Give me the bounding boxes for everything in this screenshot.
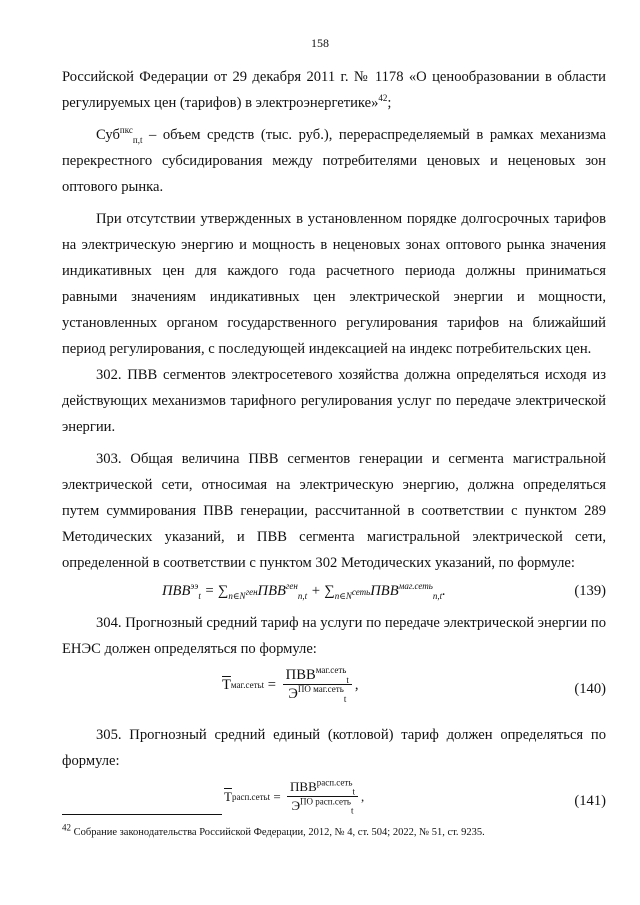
paragraph-302: 302. ПВВ сегментов электросетевого хозяйства должна определяться исходя из действующих механизмов тарифного регулирования услуг по передаче электрической энергии. — [62, 367, 606, 435]
paragraph-continuation: Российской Федерации от 29 декабря 2011 г. № 1178 «О ценообразовании в области регулируемых цен (тарифов) в электроэнергетике»$^{42}$; — [62, 69, 606, 111]
formula-141-number: (141) — [574, 793, 606, 809]
document-body — [62, 64, 606, 834]
formula-141-fraction: $\frac{ПВВ^{расп.сеть}_t}{Э^{ПО расп.сеть}_t}$ — [287, 778, 358, 815]
page-number: 158 — [311, 36, 329, 50]
footnote-text: Собрание законодательства Российской Федерации, 2012, № 4, ст. 504; 2022, № 51, ст. 9235. — [71, 827, 485, 838]
formula-140 — [62, 666, 606, 712]
paragraph-305: 305. Прогнозный средний единый (котловой) тариф должен определяться по формуле: — [62, 727, 606, 769]
formula-141-expression: $\overline{T}$ расп.сеть t = $\frac{ПВВ^{расп.сеть}_t}{Э^{ПО расп.сеть}_t}$ , — [224, 777, 365, 816]
footnote-ref: 42 — [378, 93, 388, 104]
paragraph-303: 303. Общая величина ПВВ сегментов генерации и сегмента магистральной электрической сети, относимая на электрическую энергию, должна определяться путем суммирования ПВВ генерации, рассчитанной в соответствии с пунктом 289 Методических указаний, и ПВВ сегмента магистральной электрической сети, определенной в соответствии с пунктом 302 Методических указаний, по формуле: — [62, 451, 606, 571]
symbol-sub: Суб$^{пкс}_{п,t}$ — [96, 125, 143, 145]
formula-141 — [62, 778, 606, 824]
formula-139 — [62, 578, 606, 604]
paragraph-indicative-prices: При отсутствии утвержденных в установленном порядке долгосрочных тарифов на электрическую энергию и мощность в неценовых зонах оптового рынка значения индикативных цен для каждого года расчетного периода должны приниматься равными значениям индикативных цен электрической энергии и мощности, установленных органом государственного регулирования тарифов на ближайший период регулирования, с последующей индексацией на индекс потребительских цен. — [62, 211, 606, 357]
formula-140-fraction: $\frac{ПВВ^{маг.сеть}_t}{Э^{ПО маг.сеть}_t}$ — [283, 666, 352, 703]
footnote-42 — [62, 822, 606, 840]
footnote-divider — [62, 814, 222, 815]
footnote-mark: 42 — [62, 822, 71, 833]
paragraph-subsidy-definition: Суб$^{пкс}_{п,t}$ – объем средств (тыс. руб.), перераспределяемый в рамках механизма перекрестного субсидирования между потребителями ценовых и неценовых зон оптового рынка. — [62, 125, 606, 195]
formula-139-expression: $ПВВ^{ээ}_t = \sum_{n\in N^{ген}}ПВВ^{ген}_{n,t} + \sum_{n\in N^{сеть}}ПВВ^{маг.сеть}_{n,t}$. — [162, 581, 446, 601]
formula-140-expression: $\overline{T}$ маг.сеть t = $\frac{ПВВ^{маг.сеть}_t}{Э^{ПО маг.сеть}_t}$ , — [222, 665, 359, 704]
formula-139-number: (139) — [574, 583, 606, 599]
paragraph-304: 304. Прогнозный средний тариф на услуги по передаче электрической энергии по ЕНЭС должен определяться по формуле: — [62, 615, 606, 657]
formula-140-number: (140) — [574, 681, 606, 697]
